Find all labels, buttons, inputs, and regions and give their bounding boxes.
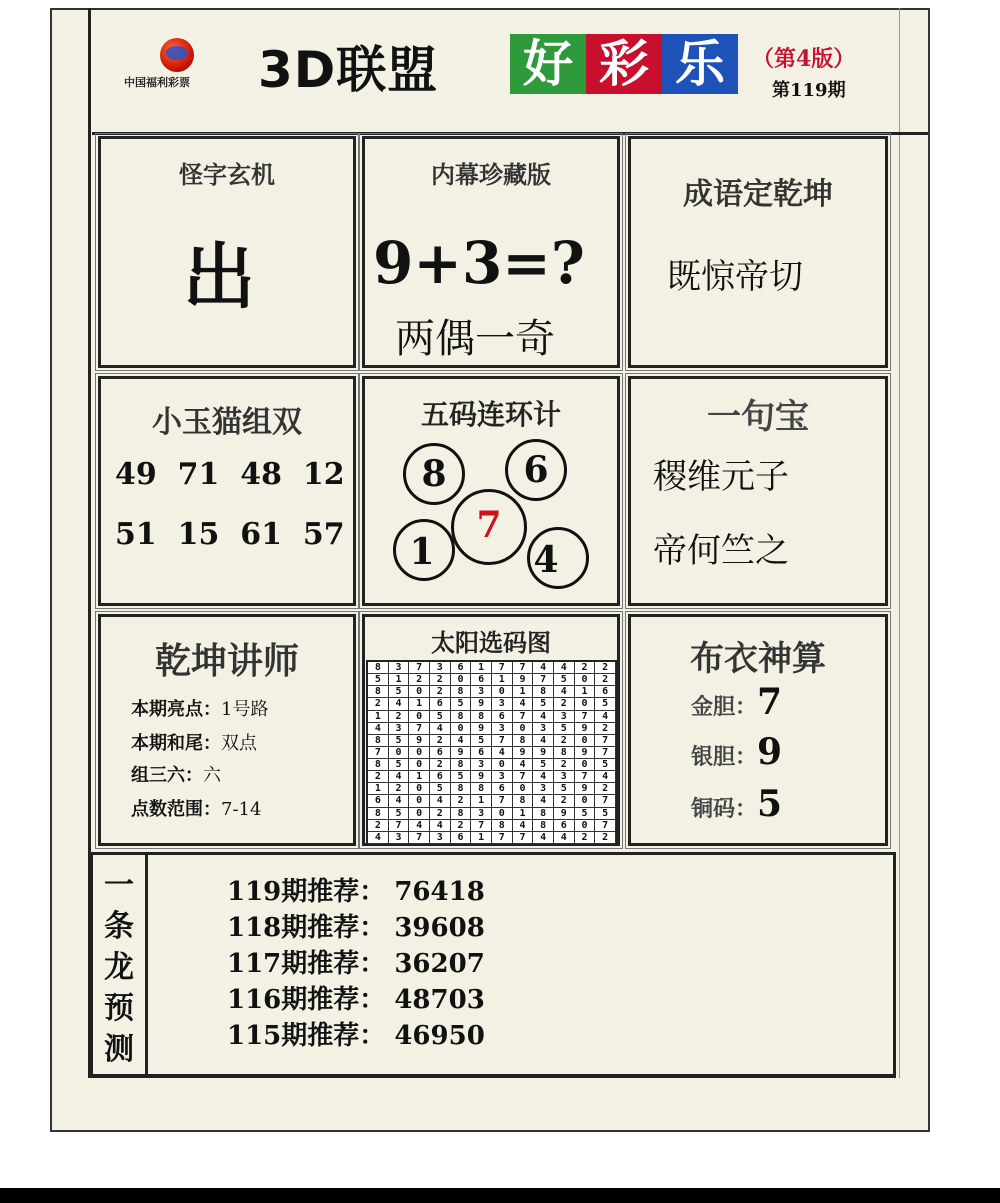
grid-cell: 7: [575, 771, 596, 783]
wuma-box: [362, 376, 620, 606]
edition-label: （第4版）: [752, 46, 856, 72]
grid-cell: 2: [595, 674, 616, 686]
qiankun-value: 六: [203, 765, 221, 786]
grid-cell: 5: [575, 808, 596, 820]
grid-cell: 1: [513, 686, 534, 698]
yitiaolong-heading: [93, 865, 145, 1070]
chengyu-text: 既惊帝切: [667, 257, 803, 297]
grid-cell: 7: [409, 832, 430, 844]
grid-cell: 7: [513, 711, 534, 723]
qiankun-item: [131, 695, 268, 721]
grid-cell: 3: [471, 808, 492, 820]
grid-cell: 7: [513, 832, 534, 844]
grid-cell: 1: [492, 674, 513, 686]
grid-cell: 5: [451, 698, 472, 710]
grid-cell: 9: [575, 723, 596, 735]
grid-cell: 5: [554, 723, 575, 735]
qiankun-value: 双点: [221, 733, 257, 754]
grid-cell: 3: [492, 771, 513, 783]
grid-cell: 2: [595, 832, 616, 844]
grid-cell: 1: [368, 711, 389, 723]
grid-cell: 2: [430, 686, 451, 698]
grid-cell: 4: [409, 820, 430, 832]
neimu-equation: 9+3=?: [373, 229, 585, 297]
xiaoyu-row-2: [115, 517, 345, 552]
grid-cell: 5: [533, 698, 554, 710]
grid-cell: 6: [492, 783, 513, 795]
grid-cell: 2: [595, 783, 616, 795]
grid-cell: 3: [430, 832, 451, 844]
yitiaolong-heading-column: [93, 855, 148, 1074]
grid-cell: 4: [554, 662, 575, 674]
grid-cell: 5: [554, 674, 575, 686]
wuma-center-number: 7: [476, 504, 502, 546]
neimu-hint: 两偶一奇: [395, 316, 555, 362]
grid-cell: 3: [389, 723, 410, 735]
grid-cell: 0: [492, 808, 513, 820]
prediction-label: 118期推荐：: [227, 913, 386, 943]
grid-cell: 0: [575, 759, 596, 771]
xiaoyu-box: [98, 376, 356, 606]
grid-cell: 7: [595, 820, 616, 832]
grid-cell: 5: [595, 698, 616, 710]
grid-cell: 8: [471, 711, 492, 723]
grid-cell: 8: [451, 808, 472, 820]
grid-cell: 5: [554, 783, 575, 795]
grid-cell: 4: [492, 747, 513, 759]
grid-cell: 7: [513, 662, 534, 674]
prediction-value: 76418: [394, 877, 485, 907]
qiankun-item: [131, 795, 261, 821]
prediction-row: [227, 943, 485, 980]
guaizi-heading: 怪字玄机: [179, 161, 275, 189]
grid-cell: 4: [430, 795, 451, 807]
qiankun-value: 1号路: [221, 699, 269, 720]
prediction-value: 46950: [394, 1021, 485, 1051]
grid-cell: 0: [513, 783, 534, 795]
grid-cell: 8: [533, 808, 554, 820]
grid-cell: 7: [595, 747, 616, 759]
grid-cell: 7: [409, 723, 430, 735]
buyi-label: 银胆：: [691, 745, 758, 770]
grid-cell: 7: [595, 735, 616, 747]
prediction-label: 119期推荐：: [227, 877, 386, 907]
grid-cell: 5: [595, 759, 616, 771]
grid-cell: 5: [430, 711, 451, 723]
heading-char: 测: [104, 1032, 134, 1067]
wuma-number: 6: [523, 449, 549, 491]
grid-cell: 1: [471, 795, 492, 807]
grid-cell: 4: [513, 698, 534, 710]
grid-cell: 4: [389, 771, 410, 783]
prediction-value: 39608: [394, 913, 485, 943]
taiyang-number-grid: [366, 660, 618, 846]
xiaoyu-num: 15: [177, 517, 220, 552]
xiaoyu-num: 51: [115, 517, 157, 552]
grid-cell: 2: [554, 735, 575, 747]
grid-cell: 8: [368, 759, 389, 771]
grid-cell: 5: [389, 808, 410, 820]
grid-cell: 0: [492, 759, 513, 771]
grid-cell: 8: [451, 686, 472, 698]
grid-cell: 2: [430, 808, 451, 820]
brand-blocks: [510, 34, 738, 94]
prediction-label: 117期推荐：: [227, 949, 386, 979]
grid-cell: 6: [451, 662, 472, 674]
grid-cell: 8: [368, 662, 389, 674]
buyi-label: 铜码：: [691, 797, 758, 822]
grid-cell: 9: [409, 735, 430, 747]
grid-cell: 3: [471, 686, 492, 698]
grid-cell: 0: [409, 686, 430, 698]
grid-cell: 2: [554, 759, 575, 771]
chengyu-heading: 成语定乾坤: [683, 177, 833, 212]
grid-cell: 6: [430, 698, 451, 710]
taiyang-heading: 太阳选码图: [431, 629, 551, 657]
grid-cell: 3: [389, 832, 410, 844]
grid-cell: 5: [595, 808, 616, 820]
grid-cell: 9: [513, 674, 534, 686]
grid-cell: 4: [533, 735, 554, 747]
xiaoyu-num: 49: [115, 457, 157, 492]
grid-cell: 4: [368, 723, 389, 735]
buyi-heading: 布衣神算: [690, 639, 826, 679]
grid-cell: 0: [575, 735, 596, 747]
grid-cell: 9: [471, 698, 492, 710]
grid-cell: 0: [409, 783, 430, 795]
grid-cell: 2: [451, 820, 472, 832]
grid-cell: 7: [595, 795, 616, 807]
xiaoyu-num: 57: [302, 517, 345, 552]
grid-cell: 0: [409, 747, 430, 759]
chengyu-box: [628, 136, 888, 368]
prediction-label: 115期推荐：: [227, 1021, 386, 1051]
buyi-box: [628, 614, 888, 846]
wuma-number: 1: [409, 531, 435, 573]
grid-cell: 0: [409, 759, 430, 771]
issue-number: 第119期: [772, 80, 846, 101]
grid-cell: 4: [389, 698, 410, 710]
qiankun-label: 本期亮点：: [131, 699, 221, 720]
grid-cell: 6: [595, 686, 616, 698]
grid-cell: 8: [492, 820, 513, 832]
xiaoyu-num: 48: [240, 457, 283, 492]
grid-cell: 2: [554, 795, 575, 807]
grid-cell: 7: [389, 820, 410, 832]
xiaoyu-row-1: [115, 457, 345, 492]
heading-char: 一: [104, 868, 134, 903]
grid-cell: 4: [451, 735, 472, 747]
qiankun-value: 7-14: [221, 799, 262, 820]
grid-cell: 7: [368, 747, 389, 759]
grid-cell: 2: [430, 674, 451, 686]
grid-cell: 9: [513, 747, 534, 759]
grid-cell: 7: [533, 674, 554, 686]
grid-cell: 8: [554, 747, 575, 759]
buyi-value: 9: [757, 731, 783, 773]
buyi-item: [691, 731, 782, 773]
bottom-bar: [0, 1188, 1000, 1203]
grid-cell: 8: [533, 820, 554, 832]
grid-cell: 3: [492, 723, 513, 735]
grid-cell: 9: [471, 723, 492, 735]
grid-cell: 8: [368, 686, 389, 698]
grid-cell: 5: [389, 686, 410, 698]
qiankun-box: [98, 614, 356, 846]
grid-cell: 5: [430, 783, 451, 795]
grid-cell: 6: [430, 771, 451, 783]
xiaoyu-num: 61: [240, 517, 283, 552]
grid-cell: 3: [389, 662, 410, 674]
guaizi-char: 出: [183, 234, 256, 319]
brand-char-cai: 彩: [586, 34, 662, 94]
neimu-heading: 内幕珍藏版: [431, 161, 551, 189]
logo-text: 中国福利彩票: [124, 76, 190, 89]
grid-cell: 3: [533, 723, 554, 735]
grid-cell: 4: [554, 832, 575, 844]
grid-cell: 2: [430, 759, 451, 771]
guaizi-box: [98, 136, 356, 368]
grid-cell: 2: [575, 832, 596, 844]
grid-cell: 5: [368, 674, 389, 686]
grid-cell: 6: [471, 747, 492, 759]
grid-cell: 8: [368, 808, 389, 820]
grid-cell: 2: [595, 662, 616, 674]
grid-cell: 1: [471, 662, 492, 674]
grid-cell: 6: [471, 674, 492, 686]
grid-cell: 4: [533, 795, 554, 807]
qiankun-label: 组三六：: [131, 765, 203, 786]
grid-cell: 8: [533, 686, 554, 698]
grid-cell: 2: [430, 735, 451, 747]
grid-cell: 2: [575, 662, 596, 674]
buyi-label: 金胆：: [691, 695, 758, 720]
grid-cell: 1: [471, 832, 492, 844]
grid-cell: 3: [471, 759, 492, 771]
prediction-row: [227, 979, 485, 1016]
grid-cell: 7: [409, 662, 430, 674]
grid-cell: 7: [575, 711, 596, 723]
wuma-number: 4: [533, 539, 559, 581]
buyi-value: 5: [757, 783, 783, 825]
qiankun-heading: 乾坤讲师: [154, 641, 299, 682]
grid-cell: 8: [513, 735, 534, 747]
grid-cell: 8: [451, 783, 472, 795]
grid-cell: 2: [554, 698, 575, 710]
grid-cell: 7: [492, 832, 513, 844]
grid-cell: 0: [575, 820, 596, 832]
qiankun-label: 点数范围：: [131, 799, 221, 820]
buyi-value: 7: [757, 681, 783, 723]
grid-cell: 7: [513, 771, 534, 783]
grid-cell: 0: [513, 723, 534, 735]
neimu-box: [362, 136, 620, 368]
grid-cell: 7: [492, 662, 513, 674]
prediction-row: [227, 907, 485, 944]
grid-cell: 6: [430, 747, 451, 759]
grid-cell: 7: [492, 795, 513, 807]
brand-char-hao: 好: [510, 34, 586, 94]
grid-cell: 9: [451, 747, 472, 759]
heading-char: 龙: [104, 950, 134, 985]
grid-cell: 6: [492, 711, 513, 723]
qiankun-label: 本期和尾：: [131, 733, 221, 754]
grid-cell: 5: [451, 771, 472, 783]
grid-cell: 5: [471, 735, 492, 747]
xiaoyu-heading: 小玉猫组双: [152, 405, 302, 440]
grid-cell: 2: [409, 674, 430, 686]
grid-cell: 0: [492, 686, 513, 698]
grid-cell: 8: [451, 759, 472, 771]
grid-cell: 3: [533, 783, 554, 795]
grid-cell: 3: [554, 711, 575, 723]
grid-cell: 5: [533, 759, 554, 771]
grid-cell: 9: [575, 783, 596, 795]
yitiaolong-box: [90, 852, 896, 1078]
grid-cell: 7: [471, 820, 492, 832]
grid-cell: 4: [533, 711, 554, 723]
grid-cell: 8: [451, 711, 472, 723]
prediction-value: 48703: [394, 985, 485, 1015]
wuma-number: 8: [421, 453, 447, 495]
grid-cell: 0: [409, 795, 430, 807]
prediction-row: [227, 1015, 485, 1052]
grid-cell: 3: [554, 771, 575, 783]
grid-cell: 4: [389, 795, 410, 807]
xiaoyu-num: 71: [177, 457, 220, 492]
grid-cell: 1: [409, 771, 430, 783]
grid-cell: 1: [389, 674, 410, 686]
prediction-value: 36207: [394, 949, 485, 979]
grid-cell: 2: [368, 820, 389, 832]
grid-cell: 4: [430, 723, 451, 735]
lottery-ball-icon: [160, 38, 194, 72]
grid-cell: 4: [533, 832, 554, 844]
grid-cell: 4: [554, 686, 575, 698]
grid-cell: 5: [389, 759, 410, 771]
grid-cell: 0: [409, 711, 430, 723]
grid-cell: 5: [389, 735, 410, 747]
grid-cell: 4: [430, 820, 451, 832]
grid-cell: 1: [368, 783, 389, 795]
grid-cell: 0: [575, 795, 596, 807]
grid-cell: 4: [533, 771, 554, 783]
grid-cell: 0: [451, 674, 472, 686]
grid-cell: 2: [368, 771, 389, 783]
grid-cell: 8: [471, 783, 492, 795]
heading-char: 预: [104, 991, 134, 1026]
grid-cell: 4: [595, 711, 616, 723]
grid-cell: 4: [368, 832, 389, 844]
yiju-heading: 一句宝: [707, 397, 809, 437]
grid-cell: 0: [575, 698, 596, 710]
grid-cell: 4: [513, 759, 534, 771]
xiaoyu-num: 12: [302, 457, 345, 492]
buyi-item: [691, 681, 782, 723]
grid-cell: 4: [513, 820, 534, 832]
grid-cell: 4: [595, 771, 616, 783]
yiju-line-1: 稷维元子: [653, 457, 789, 497]
grid-cell: 0: [409, 808, 430, 820]
grid-cell: 3: [492, 698, 513, 710]
prediction-row: [227, 871, 485, 908]
grid-cell: 8: [513, 795, 534, 807]
yiju-line-2: 帝何竺之: [653, 531, 789, 571]
yiju-box: [628, 376, 888, 606]
grid-cell: 8: [368, 735, 389, 747]
brand-char-le: 乐: [662, 34, 738, 94]
grid-cell: 6: [451, 832, 472, 844]
page-title: 3D联盟: [258, 41, 439, 99]
heading-char: 条: [104, 909, 134, 944]
grid-cell: 0: [389, 747, 410, 759]
qiankun-item: [131, 729, 257, 755]
buyi-item: [691, 783, 782, 825]
grid-cell: 0: [451, 723, 472, 735]
grid-cell: 3: [430, 662, 451, 674]
grid-cell: 7: [492, 735, 513, 747]
grid-cell: 9: [554, 808, 575, 820]
grid-cell: 2: [368, 698, 389, 710]
grid-cell: 0: [575, 674, 596, 686]
grid-cell: 2: [595, 723, 616, 735]
grid-cell: 9: [533, 747, 554, 759]
grid-cell: 6: [368, 795, 389, 807]
grid-cell: 2: [389, 711, 410, 723]
grid-cell: 9: [575, 747, 596, 759]
grid-cell: 1: [513, 808, 534, 820]
grid-cell: 4: [533, 662, 554, 674]
lottery-logo: [120, 38, 230, 94]
grid-cell: 6: [554, 820, 575, 832]
grid-cell: 9: [471, 771, 492, 783]
grid-cell: 1: [575, 686, 596, 698]
grid-cell: 2: [451, 795, 472, 807]
prediction-label: 116期推荐：: [227, 985, 386, 1015]
grid-cell: 2: [389, 783, 410, 795]
grid-cell: 1: [409, 698, 430, 710]
wuma-heading: 五码连环计: [420, 398, 561, 431]
qiankun-item: [131, 761, 221, 787]
